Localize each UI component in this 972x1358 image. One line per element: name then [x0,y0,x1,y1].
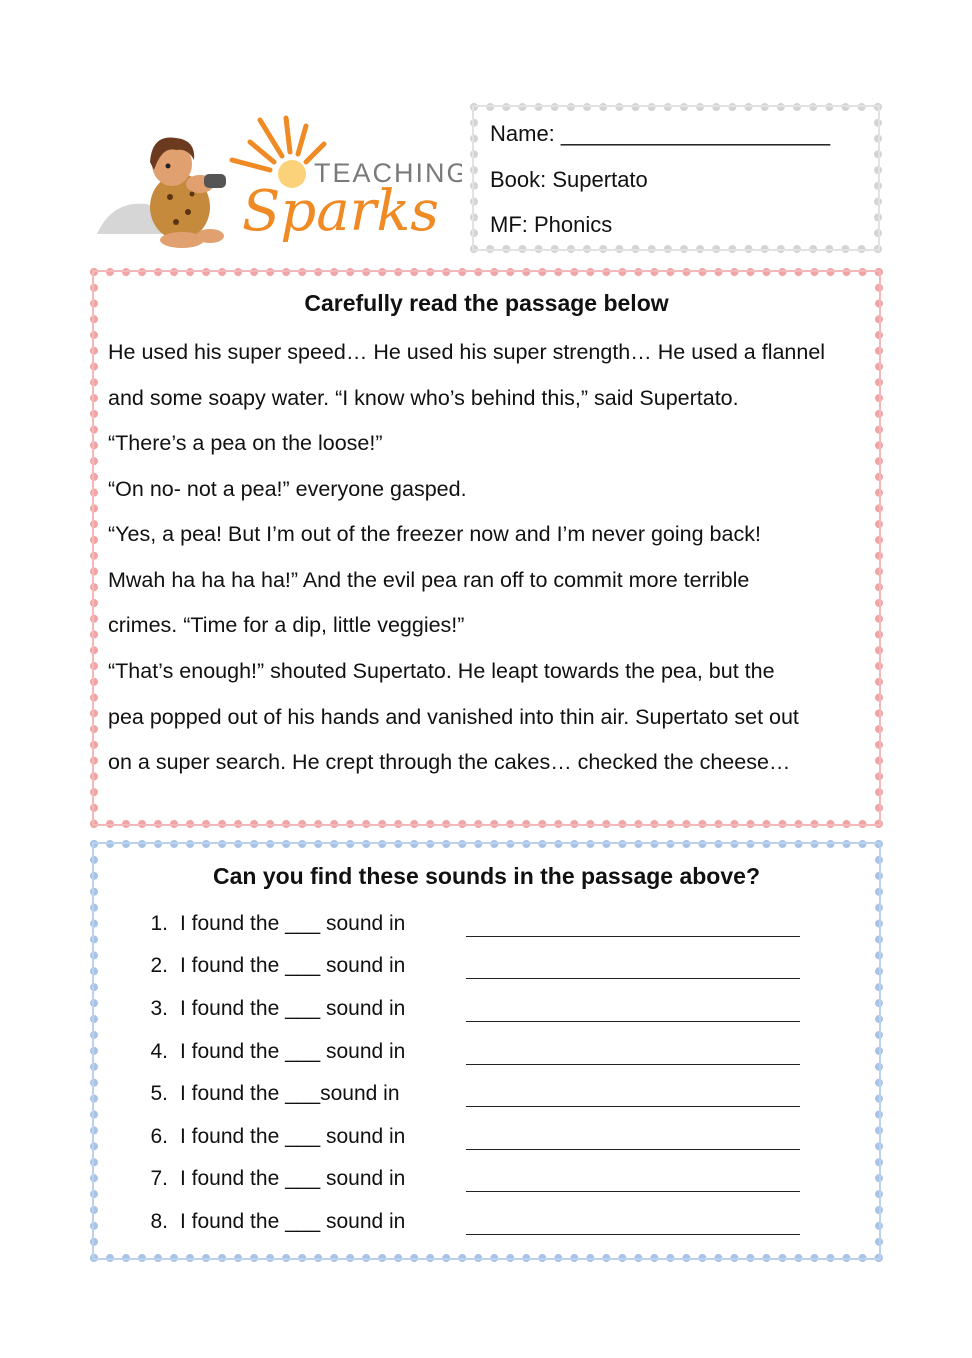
logo-brand-top: TEACHING [314,158,462,188]
passage-line: “That’s enough!” shouted Supertato. He leapt towards the pea, but the [108,659,775,683]
teaching-sparks-logo [92,112,462,257]
question-text: I found the ___ sound in [180,1040,406,1063]
passage-line: on a super search. He crept through the cakes… checked the cheese… [108,750,791,774]
passage-line: “On no- not a pea!” everyone gasped. [108,477,467,501]
logo-brand-bottom: Sparks [242,179,440,244]
question-number: 7. [150,1167,168,1190]
answer-line[interactable] [466,912,800,937]
answer-line[interactable] [466,954,800,979]
question-row [140,1167,820,1197]
question-text: I found the ___ sound in [180,1210,406,1233]
passage-line: and some soapy water. “I know who’s behind this,” said Supertato. [108,386,739,410]
question-text: I found the ___ sound in [180,997,406,1020]
book-label: Book: Supertato [490,167,648,192]
passage-line: Mwah ha ha ha ha!” And the evil pea ran off to commit more terrible [108,568,750,592]
mf-label: MF: Phonics [490,212,613,237]
question-row [140,912,820,942]
question-text: I found the ___sound in [180,1082,400,1105]
passage-line: crimes. “Time for a dip, little veggies!” [108,613,465,637]
caveman-mascot-icon [150,138,226,249]
question-number: 3. [150,997,168,1020]
question-number: 6. [150,1125,168,1148]
question-row [140,954,820,984]
student-info-box [470,103,882,253]
question-row [140,1210,820,1240]
question-text: I found the ___ sound in [180,954,406,977]
question-row [140,1082,820,1112]
question-number: 4. [150,1040,168,1063]
answer-line[interactable] [466,1125,800,1150]
question-row [140,997,820,1027]
question-number: 5. [150,1082,168,1105]
question-row [140,1125,820,1155]
passage-title: Carefully read the passage below [304,290,669,316]
question-text: I found the ___ sound in [180,912,406,935]
question-number: 2. [150,954,168,977]
question-number: 8. [150,1210,168,1233]
answer-line[interactable] [466,1082,800,1107]
passage-line: pea popped out of his hands and vanished into thin air. Supertato set out [108,705,799,729]
passage-line: “Yes, a pea! But I’m out of the freezer now and I’m never going back! [108,522,761,546]
questions-box [90,840,883,1262]
passage-line: “There’s a pea on the loose!” [108,431,383,455]
name-field-label[interactable]: Name: ______________________ [490,121,831,146]
question-row [140,1040,820,1070]
answer-line[interactable] [466,1167,800,1192]
question-text: I found the ___ sound in [180,1125,406,1148]
answer-line[interactable] [466,997,800,1022]
sun-rays-icon [232,118,324,170]
questions-title: Can you find these sounds in the passage above? [213,863,760,889]
answer-line[interactable] [466,1040,800,1065]
question-number: 1. [150,912,168,935]
passage-box [90,268,883,828]
passage-line: He used his super speed… He used his super strength… He used a flannel [108,340,826,364]
answer-line[interactable] [466,1210,800,1235]
question-text: I found the ___ sound in [180,1167,406,1190]
logo-graphic [92,112,462,257]
